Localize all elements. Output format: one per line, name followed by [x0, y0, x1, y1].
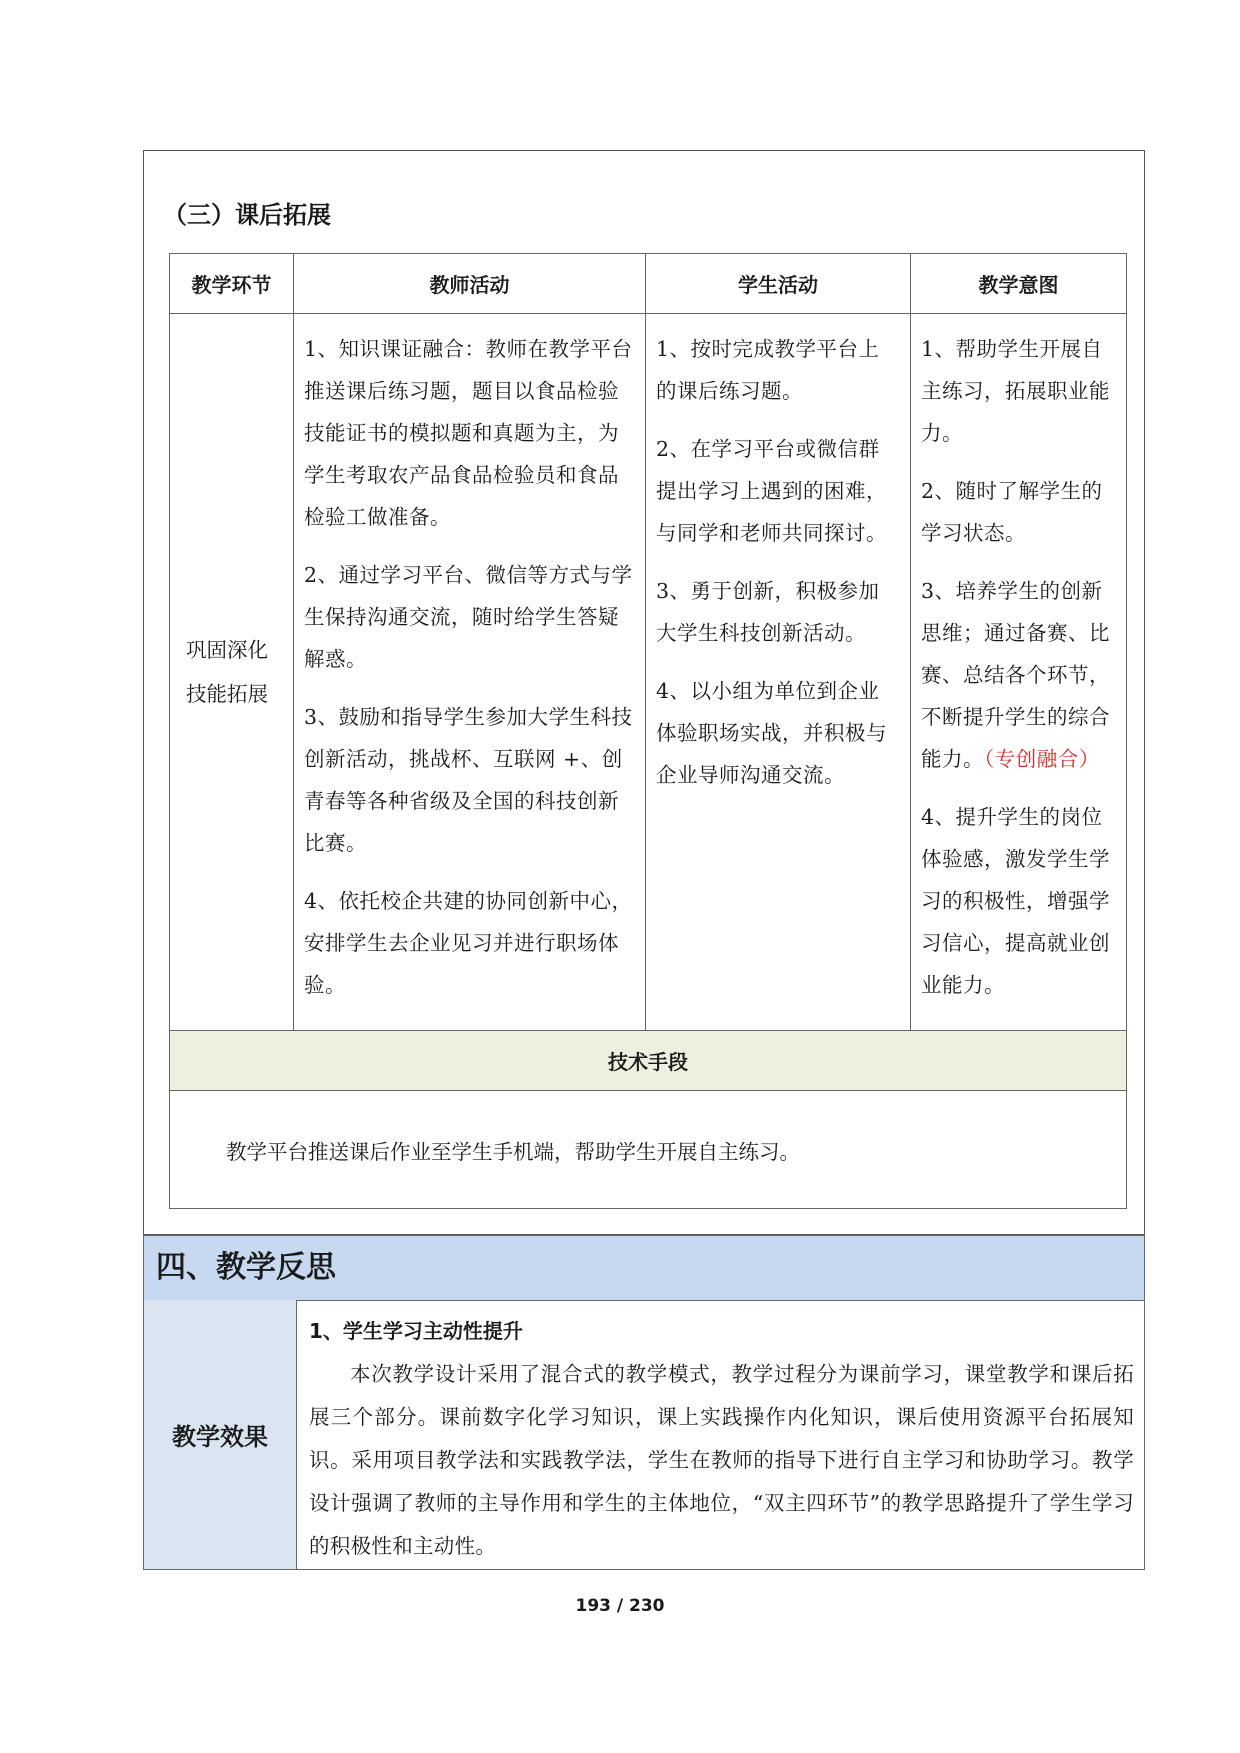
student-item: 4、以小组为单位到企业体验职场实战，并积极与企业导师沟通交流。	[656, 679, 887, 787]
teacher-item: 1、知识课证融合：教师在教学平台推送课后练习题，题目以食品检验技能证书的模拟题和真题为主，为学生考取农产品食品检验员和食品检验工做准备。	[304, 337, 633, 529]
stage-line: 巩固深化	[186, 638, 268, 662]
tech-body: 教学平台推送课后作业至学生手机端，帮助学生开展自主练习。	[170, 1091, 1127, 1209]
table-row	[170, 314, 1127, 1031]
intent-item: 2、随时了解学生的学习状态。	[921, 479, 1103, 545]
header-teacher: 教师活动	[294, 254, 646, 314]
student-item: 1、按时完成教学平台上的课后练习题。	[656, 337, 880, 403]
intent-cell	[911, 314, 1127, 1031]
tech-body-row	[170, 1091, 1127, 1209]
table-header-row	[170, 254, 1127, 314]
student-cell	[646, 314, 911, 1031]
effect-heading: 1、学生学习主动性提升	[309, 1319, 523, 1343]
student-item: 3、勇于创新，积极参加大学生科技创新活动。	[656, 579, 880, 645]
intent-item	[921, 570, 1116, 780]
header-intent: 教学意图	[911, 254, 1127, 314]
tech-header: 技术手段	[170, 1031, 1127, 1091]
activity-table	[169, 253, 1127, 1209]
header-student: 学生活动	[646, 254, 911, 314]
intent-item: 4、提升学生的岗位体验感，激发学生学习的积极性，增强学习信心，提高就业创业能力。	[921, 805, 1110, 997]
header-stage: 教学环节	[170, 254, 294, 314]
intent-item-text: 3、培养学生的创新思维；通过备赛、比赛、总结各个环节，不断提升学生的综合能力。	[921, 579, 1110, 771]
effect-row	[143, 1300, 1145, 1570]
stage-cell	[170, 314, 294, 1031]
teacher-cell	[294, 314, 646, 1031]
page-number: 193 / 230	[575, 1596, 665, 1616]
reflection-title: 四、教学反思	[143, 1235, 1145, 1301]
effect-paragraph: 本次教学设计采用了混合式的教学模式，教学过程分为课前学习，课堂教学和课后拓展三个部分。课前数字化学习知识，课上实践操作内化知识，课后使用资源平台拓展知识。采用项目教学法和实践教学法，学生在教师的指导下进行自主学习和协助学习。教学设计强调了教师的主导作用和学生的主体地位，“双主四环节”的教学思路提升了学生学习的积极性和主动性。	[309, 1362, 1134, 1558]
teacher-item: 2、通过学习平台、微信等方式与学生保持沟通交流，随时给学生答疑解惑。	[304, 563, 633, 671]
intent-item: 1、帮助学生开展自主练习，拓展职业能力。	[921, 337, 1110, 445]
effect-body	[297, 1300, 1144, 1569]
effect-label: 教学效果	[144, 1300, 297, 1569]
teacher-item: 4、依托校企共建的协同创新中心，安排学生去企业见习并进行职场体验。	[304, 889, 633, 997]
teacher-item: 3、鼓励和指导学生参加大学生科技创新活动，挑战杯、互联网 +、创青春等各种省级及全国的科技创新比赛。	[304, 705, 633, 855]
stage-line: 技能拓展	[186, 682, 268, 706]
tech-header-row	[170, 1031, 1127, 1091]
student-item: 2、在学习平台或微信群提出学习上遇到的困难，与同学和老师共同探讨。	[656, 437, 887, 545]
section-title: （三）课后拓展	[163, 201, 331, 229]
intent-highlight: （专创融合）	[984, 747, 1100, 771]
